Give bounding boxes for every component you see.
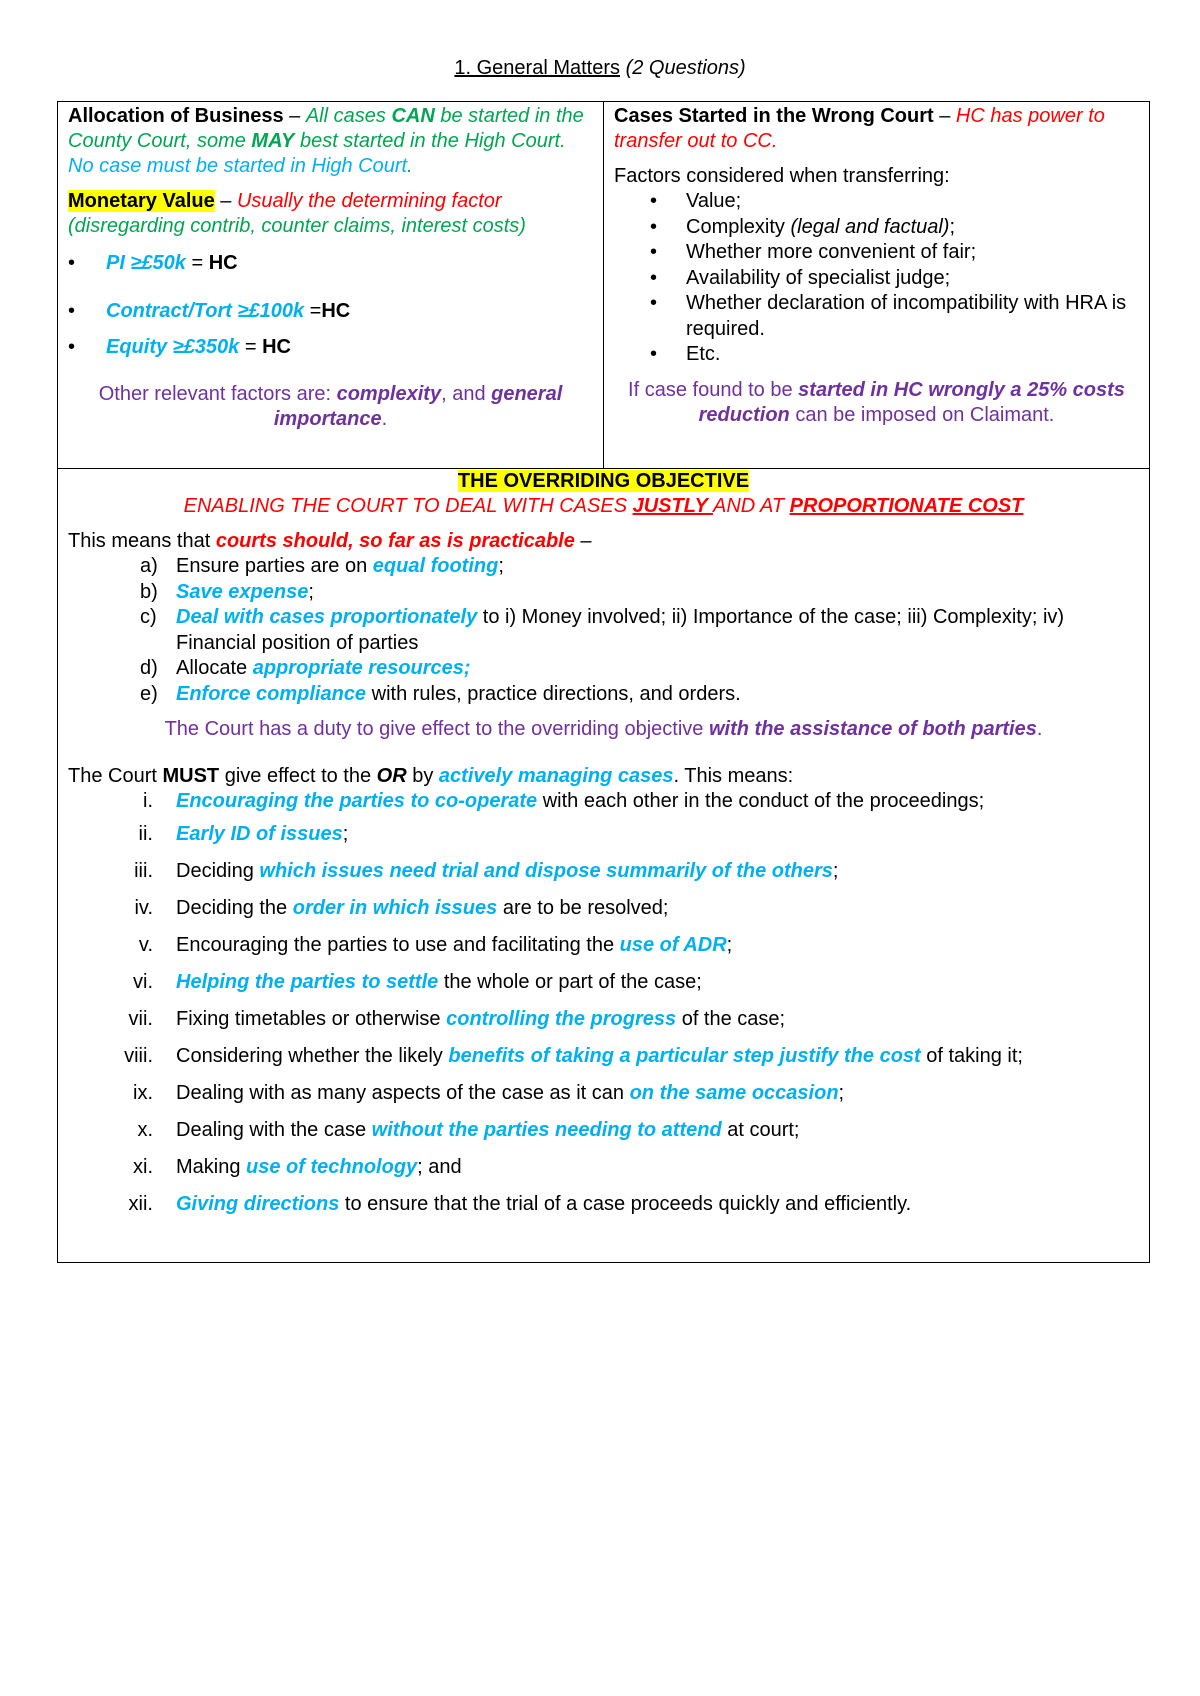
item-key-term: Giving directions bbox=[176, 1193, 340, 1215]
list-item bbox=[68, 656, 1139, 682]
transfer-power-text: HC has power to transfer out to CC. bbox=[614, 105, 1105, 152]
list-item bbox=[614, 342, 1139, 368]
factor-text: Complexity bbox=[686, 215, 791, 238]
wrong-court-cell bbox=[604, 102, 1150, 469]
proportionate-cost-word: PROPORTIONATE COST bbox=[789, 495, 1024, 517]
item-text: Fixing timetables or otherwise bbox=[176, 1008, 447, 1030]
other-factors-text: Other relevant factors are: bbox=[98, 383, 337, 405]
must-text: by bbox=[406, 765, 439, 787]
list-marker: xi. bbox=[133, 1156, 153, 1178]
oo-title: THE OVERRIDING OBJECTIVE bbox=[457, 470, 750, 492]
court-abbrev: HC bbox=[208, 252, 238, 274]
list-item bbox=[68, 299, 593, 324]
list-item bbox=[68, 1192, 1139, 1229]
allocation-label: Allocation of Business bbox=[68, 105, 284, 127]
oo-aims-list bbox=[68, 554, 1139, 707]
list-item bbox=[614, 240, 1139, 266]
justly-word: JUSTLY bbox=[632, 495, 713, 517]
list-marker: e) bbox=[140, 682, 158, 705]
list-marker: vii. bbox=[128, 1008, 153, 1030]
must-text: . This means: bbox=[673, 765, 794, 787]
list-item bbox=[68, 970, 1139, 1007]
list-item bbox=[68, 335, 593, 360]
item-text: to i) Money involved; ii) Importance of the case; iii) Complexity; iv) Financial position of parties bbox=[176, 606, 1065, 654]
item-key-term: Encouraging the parties to co-operate bbox=[176, 790, 538, 812]
item-key-term: order in which issues bbox=[292, 897, 498, 919]
wrong-court-paragraph bbox=[614, 104, 1139, 154]
factor-note: (legal and factual) bbox=[790, 215, 950, 238]
item-text: ; bbox=[838, 1082, 845, 1104]
list-item bbox=[68, 605, 1139, 656]
list-marker: vi. bbox=[133, 971, 153, 993]
or-abbrev: OR bbox=[376, 765, 407, 787]
oo-subtitle-text: ENABLING THE COURT TO DEAL WITH CASES bbox=[183, 495, 633, 517]
must-word: MUST bbox=[162, 765, 220, 787]
item-text: ; and bbox=[417, 1156, 462, 1178]
monetary-value-text: Usually the determining factor bbox=[236, 190, 502, 212]
list-marker: d) bbox=[140, 657, 158, 679]
item-text: with each other in the conduct of the proceedings; bbox=[537, 790, 985, 812]
list-marker: viii. bbox=[124, 1045, 153, 1067]
item-key-term: Early ID of issues bbox=[176, 823, 343, 845]
wrong-start-text: can be imposed on Claimant. bbox=[789, 403, 1055, 426]
monetary-value-paragraph bbox=[68, 189, 593, 239]
must-text: give effect to the bbox=[219, 765, 377, 787]
must-text: The Court bbox=[68, 765, 163, 787]
list-item bbox=[68, 1081, 1139, 1118]
list-item bbox=[614, 215, 1139, 241]
notes-table bbox=[57, 101, 1150, 1263]
item-text: Making bbox=[176, 1156, 247, 1178]
item-key-term: equal footing bbox=[372, 555, 499, 577]
list-marker: i. bbox=[143, 790, 153, 812]
item-text: Dealing with as many aspects of the case as it can bbox=[176, 1082, 630, 1104]
list-item bbox=[68, 682, 1139, 708]
list-item bbox=[68, 789, 1139, 822]
list-item bbox=[68, 859, 1139, 896]
dash: – bbox=[214, 190, 237, 212]
cost-reduction-term: started in HC wrongly a 25% costs reduction bbox=[698, 378, 1125, 426]
item-key-term: Helping the parties to settle bbox=[176, 971, 439, 993]
item-key-term: which issues need trial and dispose summarily of the others bbox=[259, 860, 833, 882]
list-marker: ix. bbox=[133, 1082, 153, 1104]
threshold-category: PI ≥£50k bbox=[106, 252, 186, 274]
item-key-term: on the same occasion bbox=[629, 1082, 839, 1104]
item-key-term: Enforce compliance bbox=[176, 682, 367, 705]
item-text: ; bbox=[308, 580, 314, 603]
threshold-category: Contract/Tort ≥£100k bbox=[106, 300, 305, 322]
both-parties-term: with the assistance of both parties bbox=[708, 718, 1037, 740]
list-item bbox=[68, 896, 1139, 933]
duty-text: . bbox=[1036, 718, 1043, 740]
list-marker: a) bbox=[140, 555, 158, 577]
heading-main: 1. General Matters bbox=[454, 57, 620, 79]
monetary-value-note: (disregarding contrib, counter claims, interest costs) bbox=[68, 215, 526, 237]
item-text: ; bbox=[498, 555, 504, 577]
list-marker: v. bbox=[138, 934, 153, 956]
case-management-list bbox=[68, 789, 1139, 1229]
means-text: – bbox=[574, 530, 592, 552]
wrong-start-text: If case found to be bbox=[628, 378, 799, 401]
factors-list bbox=[614, 189, 1139, 368]
list-item bbox=[68, 1044, 1139, 1081]
list-marker: x. bbox=[137, 1119, 153, 1141]
item-text: are to be resolved; bbox=[497, 897, 669, 919]
list-item bbox=[68, 1155, 1139, 1192]
duty-paragraph bbox=[68, 717, 1139, 742]
list-item bbox=[68, 1007, 1139, 1044]
practicable-term: courts should, so far as is practicable bbox=[215, 530, 575, 552]
allocation-text: All cases bbox=[305, 105, 392, 127]
other-factors-paragraph bbox=[68, 382, 593, 432]
can-word: CAN bbox=[391, 105, 435, 127]
item-text: Allocate bbox=[176, 657, 253, 679]
item-key-term: without the parties needing to attend bbox=[371, 1119, 722, 1141]
other-factors-text: . bbox=[381, 408, 388, 430]
item-text: Encouraging the parties to use and facilitating the bbox=[176, 934, 620, 956]
factor-text: Whether declaration of incompatibility with HRA is required. bbox=[686, 292, 1127, 340]
list-marker: xii. bbox=[128, 1193, 153, 1215]
list-item bbox=[68, 1118, 1139, 1155]
list-marker: b) bbox=[140, 580, 158, 603]
item-key-term: controlling the progress bbox=[446, 1008, 677, 1030]
overriding-objective-cell bbox=[58, 469, 1150, 1263]
duty-text: The Court has a duty to give effect to the overriding objective bbox=[164, 718, 709, 740]
list-item bbox=[68, 251, 593, 276]
may-word: MAY bbox=[251, 130, 295, 152]
list-item bbox=[614, 189, 1139, 215]
dash: – bbox=[933, 105, 956, 127]
item-text: ; bbox=[726, 934, 733, 956]
page-heading bbox=[0, 57, 1200, 80]
other-factors-text: , and bbox=[441, 383, 492, 405]
must-paragraph bbox=[68, 764, 1139, 789]
active-management-term: actively managing cases bbox=[438, 765, 674, 787]
list-item bbox=[68, 822, 1139, 859]
item-text: Dealing with the case bbox=[176, 1119, 372, 1141]
list-marker: c) bbox=[140, 606, 157, 628]
item-key-term: use of ADR bbox=[619, 934, 727, 956]
allocation-cell bbox=[58, 102, 604, 469]
oo-subtitle-text: AND AT bbox=[712, 495, 790, 517]
means-text: This means that bbox=[68, 530, 216, 552]
factor-text: Value; bbox=[686, 190, 742, 212]
factor-text: Etc. bbox=[686, 343, 721, 365]
factors-heading: Factors considered when transferring: bbox=[614, 165, 950, 187]
court-abbrev: HC bbox=[262, 336, 291, 358]
allocation-text: be started in the County Court, some bbox=[68, 105, 584, 152]
wrong-start-paragraph bbox=[614, 378, 1139, 428]
item-key-term: Save expense bbox=[176, 580, 309, 603]
item-text: at court; bbox=[721, 1119, 800, 1141]
item-text: ; bbox=[342, 823, 349, 845]
dash: – bbox=[283, 105, 306, 127]
thresholds-list bbox=[68, 251, 593, 360]
court-abbrev: HC bbox=[321, 300, 351, 322]
factor-text: Whether more convenient of fair; bbox=[686, 241, 977, 263]
list-item bbox=[614, 291, 1139, 342]
item-text: the whole or part of the case; bbox=[438, 971, 702, 993]
allocation-paragraph bbox=[68, 104, 593, 179]
list-item bbox=[68, 554, 1139, 580]
item-text: of the case; bbox=[676, 1008, 786, 1030]
wrong-court-label: Cases Started in the Wrong Court bbox=[614, 105, 934, 127]
heading-sub: (2 Questions) bbox=[625, 57, 746, 79]
item-key-term: Deal with cases proportionately bbox=[176, 606, 478, 628]
item-text: with rules, practice directions, and orders. bbox=[366, 682, 741, 705]
item-text: Deciding bbox=[176, 860, 260, 882]
allocation-text: No case must be started in High Court bbox=[68, 155, 408, 177]
list-item bbox=[68, 933, 1139, 970]
list-marker: iv. bbox=[134, 897, 153, 919]
factor-text: ; bbox=[949, 215, 956, 238]
list-item bbox=[68, 580, 1139, 606]
oo-subtitle bbox=[68, 494, 1139, 519]
item-text: ; bbox=[832, 860, 839, 882]
item-text: to ensure that the trial of a case proceeds quickly and efficiently. bbox=[339, 1193, 912, 1215]
means-paragraph bbox=[68, 529, 1139, 554]
item-text: of taking it; bbox=[920, 1045, 1023, 1067]
list-item bbox=[614, 266, 1139, 292]
factor-text: Availability of specialist judge; bbox=[686, 266, 951, 289]
item-key-term: benefits of taking a particular step justify the cost bbox=[448, 1045, 921, 1067]
monetary-value-label: Monetary Value bbox=[68, 190, 215, 212]
threshold-category: Equity ≥£350k bbox=[106, 336, 240, 358]
list-marker: iii. bbox=[134, 860, 153, 882]
oo-title-line bbox=[68, 469, 1139, 494]
equals: = bbox=[239, 336, 263, 358]
item-text: Considering whether the likely bbox=[176, 1045, 449, 1067]
list-marker: ii. bbox=[138, 823, 153, 845]
general-importance-term: general importance bbox=[273, 383, 563, 430]
item-text: Deciding the bbox=[176, 897, 293, 919]
equals: = bbox=[185, 252, 209, 274]
equals: = bbox=[304, 300, 322, 322]
item-key-term: use of technology bbox=[246, 1156, 418, 1178]
allocation-text: best started in the High Court. bbox=[294, 130, 566, 152]
item-key-term: appropriate resources; bbox=[252, 657, 471, 679]
item-text: Ensure parties are on bbox=[176, 555, 373, 577]
complexity-term: complexity bbox=[336, 383, 442, 405]
allocation-text: . bbox=[407, 155, 413, 177]
